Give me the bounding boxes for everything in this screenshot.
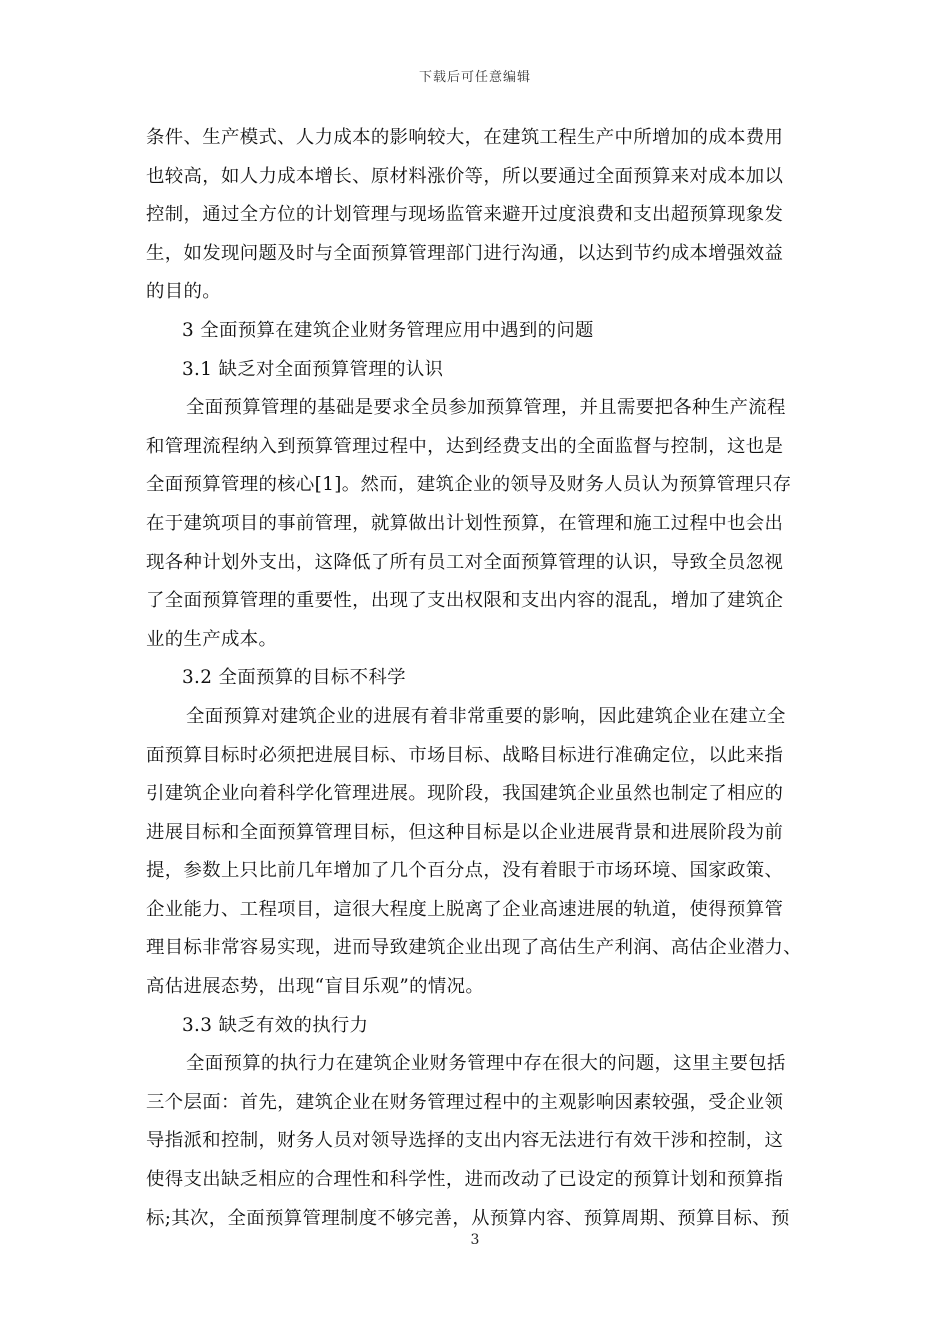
text-line: 使得支出缺乏相应的合理性和科学性，进而改动了已设定的预算计划和预算指 — [146, 1169, 784, 1191]
text-line: 了全面预算管理的重要性，出现了支出权限和支出内容的混乱，增加了建筑企 — [146, 590, 784, 612]
text-line: 生，如发现问题及时与全面预算管理部门进行沟通，以达到节约成本增强效益 — [146, 242, 784, 264]
subsection-heading: 3.1 缺乏对全面预算管理的认识 — [182, 358, 444, 380]
text-line: 高估进展态势，出现“盲目乐观”的情况。 — [146, 976, 485, 998]
body-text — [146, 119, 822, 1238]
text-line: 的目的。 — [146, 281, 221, 303]
text-line: 企业能力、工程项目，這很大程度上脱离了企业高速进展的轨道，使得预算管 — [146, 898, 784, 920]
page-number: 3 — [470, 1232, 480, 1248]
text-line: 进展目标和全面预算管理目标，但这种目标是以企业进展背景和进展阶段为前 — [146, 821, 784, 843]
page-header: 下载后可任意编辑 — [418, 70, 531, 85]
section-heading: 3 全面预算在建筑企业财务管理应用中遇到的问题 — [182, 319, 594, 341]
paragraph-first-line: 全面预算的执行力在建筑企业财务管理中存在很大的问题，这里主要包括 — [186, 1053, 786, 1075]
text-line: 也较高，如人力成本增长、原材料涨价等，所以要通过全面预算来对成本加以 — [146, 165, 784, 187]
text-line: 面预算目标时必须把进展目标、市场目标、战略目标进行准确定位，以此来指 — [146, 744, 784, 766]
text-line: 提，参数上只比前几年增加了几个百分点，没有着眼于市场环境、国家政策、 — [146, 860, 784, 882]
text-line: 理目标非常容易实现，进而导致建筑企业出现了高估生产利润、高估企业潜力、 — [146, 937, 802, 959]
text-line: 全面预算管理的核心[1]。然而，建筑企业的领导及财务人员认为预算管理只存 — [146, 474, 792, 496]
text-line: 引建筑企业向着科学化管理进展。现阶段，我国建筑企业虽然也制定了相应的 — [146, 783, 784, 805]
subsection-heading: 3.2 全面预算的目标不科学 — [182, 667, 406, 689]
text-line: 标;其次，全面预算管理制度不够完善，从预算内容、预算周期、预算目标、预 — [146, 1207, 790, 1229]
text-line: 业的生产成本。 — [146, 628, 278, 650]
text-line: 条件、生产模式、人力成本的影响较大，在建筑工程生产中所增加的成本费用 — [146, 127, 784, 148]
text-line: 导指派和控制，财务人员对领导选择的支出内容无法进行有效干涉和控制，这 — [146, 1130, 784, 1152]
paragraph-first-line: 全面预算对建筑企业的进展有着非常重要的影响，因此建筑企业在建立全 — [186, 705, 786, 727]
text-line: 三个层面：首先，建筑企业在财务管理过程中的主观影响因素较强，受企业领 — [146, 1091, 784, 1113]
text-line: 现各种计划外支出，这降低了所有员工对全面预算管理的认识，导致全员忽视 — [146, 551, 784, 573]
text-line: 控制，通过全方位的计划管理与现场监管来避开过度浪费和支出超预算现象发 — [146, 204, 784, 226]
subsection-heading: 3.3 缺乏有效的执行力 — [182, 1014, 369, 1036]
paragraph-first-line: 全面预算管理的基础是要求全员参加预算管理，并且需要把各种生产流程 — [186, 397, 786, 419]
text-line: 和管理流程纳入到预算管理过程中，达到经费支出的全面监督与控制，这也是 — [146, 435, 784, 457]
text-line: 在于建筑项目的事前管理，就算做出计划性预算，在管理和施工过程中也会出 — [146, 512, 784, 534]
